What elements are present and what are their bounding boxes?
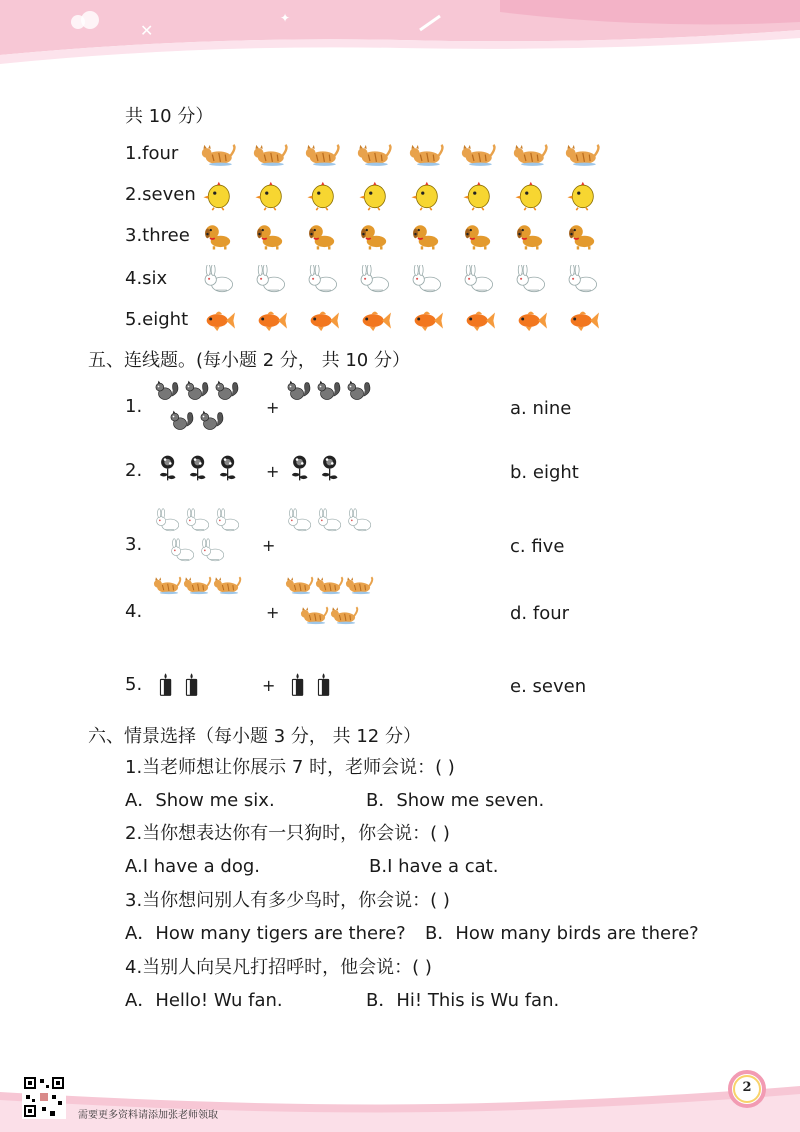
cat-icon [299,602,329,632]
question-text: 3.当你想问别人有多少鸟时，你会说：( ) [125,890,450,911]
rabbit-icon [212,508,242,538]
picture-row [195,264,605,300]
question-text: 2.当你想表达你有一只狗时，你会说：( ) [125,823,450,844]
chick-icon [507,181,553,215]
section6-heading: 六、情景选择（每小题 3 分， 共 12 分） [88,726,421,747]
dog-icon [351,222,397,256]
rabbit-icon [351,265,397,299]
row-label: 5.eight [125,309,189,330]
page-number: 2 [742,1080,752,1095]
chick-icon [559,181,605,215]
answer-option-a: A．Show me six. [125,790,275,811]
flower-icon [152,446,182,490]
chick-icon [247,181,293,215]
squirrel-icon [182,378,212,408]
picture-group [284,572,374,632]
page-number-badge [727,1069,767,1109]
match-option: c. five [510,536,565,557]
cat-icon [455,140,501,174]
goldfish-icon [195,306,241,340]
rabbit-icon [197,538,227,568]
cat-icon [314,572,344,602]
rabbit-icon [167,538,197,568]
cat-icon [182,572,212,602]
rabbit-icon [182,508,212,538]
dog-icon [455,222,501,256]
plus-sign: + [266,462,280,481]
cat-icon [299,140,345,174]
picture-group [284,656,336,712]
squirrel-icon [344,378,374,408]
bottom-banner [0,1072,800,1132]
question-text: 4.当别人向吴凡打招呼时，他会说：( ) [125,957,432,978]
picture-row [195,180,605,216]
flower-icon [284,446,314,490]
match-item-number: 1. [125,396,143,417]
goldfish-icon [403,306,449,340]
question-text: 1.当老师想让你展示 7 时，老师会说：( ) [125,757,455,778]
squirrel-icon [197,408,227,438]
dog-icon [299,222,345,256]
flower-icon [182,446,212,490]
candle-icon [310,656,336,712]
squirrel-icon [167,408,197,438]
cat-icon [284,572,314,602]
goldfish-icon [455,306,501,340]
row-label: 4.six [125,268,168,289]
match-item-number: 4. [125,601,143,622]
row-label: 1.four [125,143,179,164]
cat-icon [195,140,241,174]
plus-sign: + [266,603,280,622]
picture-row [195,305,605,341]
rabbit-icon [299,265,345,299]
cat-icon [559,140,605,174]
picture-group [152,446,242,490]
dog-icon [195,222,241,256]
cat-icon [507,140,553,174]
match-option: d. four [510,603,570,624]
answer-option-a: A.I have a dog. [125,856,260,877]
goldfish-icon [559,306,605,340]
squirrel-icon [314,378,344,408]
cat-icon [152,572,182,602]
chick-icon [195,181,241,215]
answer-option-b: B．How many birds are there? [425,923,699,944]
qr-code [22,1075,66,1119]
rabbit-icon [314,508,344,538]
match-option: e. seven [510,676,587,697]
candle-icon [284,656,310,712]
picture-row [195,139,605,175]
picture-group [152,572,242,602]
answer-option-b: B.I have a cat. [369,856,499,877]
dog-icon [403,222,449,256]
cat-icon [344,572,374,602]
svg-text:✦: ✦ [280,11,291,25]
picture-group [152,508,242,568]
rabbit-icon [507,265,553,299]
picture-group [152,378,242,438]
rabbit-icon [284,508,314,538]
match-option: b. eight [510,462,579,483]
section5-heading: 五、连线题。(每小题 2 分， 共 10 分） [88,350,410,371]
picture-group [284,378,374,408]
row-label: 2.seven [125,184,196,205]
goldfish-icon [299,306,345,340]
svg-text:✕: ✕ [140,21,154,40]
cat-icon [212,572,242,602]
chick-icon [403,181,449,215]
match-item-number: 2. [125,460,143,481]
squirrel-icon [212,378,242,408]
dog-icon [247,222,293,256]
match-item-number: 3. [125,534,143,555]
answer-option-b: B．Hi! This is Wu fan. [366,990,560,1011]
chick-icon [455,181,501,215]
plus-sign: + [266,398,280,417]
answer-option-a: A．Hello! Wu fan. [125,990,283,1011]
match-item-number: 5. [125,674,143,695]
picture-group [284,446,344,490]
candle-icon [152,656,178,712]
answer-option-a: A．How many tigers are there? [125,923,406,944]
picture-group [152,656,204,712]
chick-icon [351,181,397,215]
rabbit-icon [152,508,182,538]
cat-icon [403,140,449,174]
rabbit-icon [455,265,501,299]
cat-icon [247,140,293,174]
flower-icon [314,446,344,490]
chick-icon [299,181,345,215]
answer-option-b: B．Show me seven. [366,790,545,811]
dog-icon [507,222,553,256]
match-option: a. nine [510,398,572,419]
dog-icon [559,222,605,256]
plus-sign: + [262,536,276,555]
goldfish-icon [351,306,397,340]
cat-icon [351,140,397,174]
flower-icon [212,446,242,490]
plus-sign: + [262,676,276,695]
rabbit-icon [344,508,374,538]
goldfish-icon [507,306,553,340]
row-label: 3.three [125,225,190,246]
footer-note: 需要更多资料请添加张老师领取 [78,1110,218,1121]
section4-heading-tail: 共 10 分） [125,106,214,127]
picture-group [284,508,374,538]
cat-icon [329,602,359,632]
squirrel-icon [284,378,314,408]
rabbit-icon [403,265,449,299]
rabbit-icon [247,265,293,299]
top-banner [0,0,800,70]
rabbit-icon [559,265,605,299]
picture-row [195,221,605,257]
rabbit-icon [195,265,241,299]
candle-icon [178,656,204,712]
squirrel-icon [152,378,182,408]
goldfish-icon [247,306,293,340]
